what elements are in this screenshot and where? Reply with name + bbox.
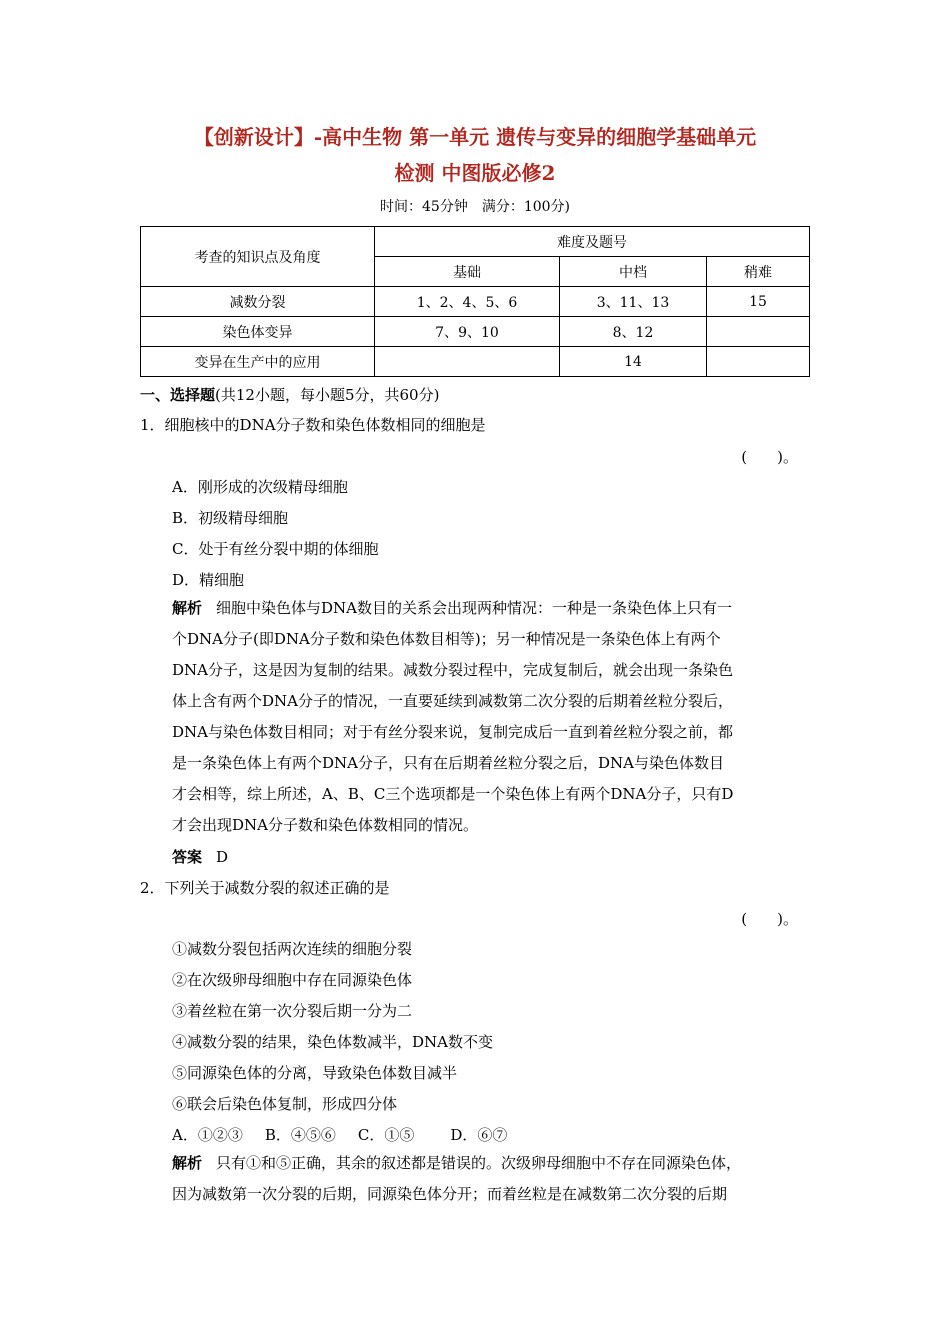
knowledge-table bbox=[140, 226, 810, 377]
analysis-line: 因为减数第一次分裂的后期，同源染色体分开；而着丝粒是在减数第二次分裂的后期 bbox=[172, 1185, 728, 1203]
analysis-line: 解析 只有①和⑤正确，其余的叙述都是错误的。次级卵母细胞中不存在同源染色体， bbox=[172, 1154, 742, 1172]
section-label: 一、选择题 bbox=[140, 386, 216, 404]
analysis-label: 解析 bbox=[172, 1154, 203, 1172]
q2-choices bbox=[172, 1124, 507, 1145]
analysis-line: 才会相等，综上所述，A、B、C三个选项都是一个染色体上有两个DNA分子，只有D bbox=[172, 785, 734, 803]
row-basic bbox=[375, 347, 560, 377]
q2-item-6: ⑥联会后染色体复制，形成四分体 bbox=[172, 1095, 398, 1113]
q2-choice-b: B．④⑤⑥ bbox=[264, 1126, 336, 1144]
q2-stem: 2．下列关于减数分裂的叙述正确的是 bbox=[140, 879, 390, 897]
row-hard: 15 bbox=[707, 287, 810, 317]
row-mid: 14 bbox=[560, 347, 707, 377]
answer-value: D bbox=[216, 848, 229, 866]
q2-item-5: ⑤同源染色体的分离，导致染色体数目减半 bbox=[172, 1064, 458, 1082]
analysis-label: 解析 bbox=[172, 599, 203, 617]
q1-stem: 1．细胞核中的DNA分子数和染色体数相同的细胞是 bbox=[140, 416, 486, 434]
q2-item-1: ①减数分裂包括两次连续的细胞分裂 bbox=[172, 940, 413, 958]
q1-option-d: D．精细胞 bbox=[172, 571, 245, 589]
analysis-line: DNA与染色体数目相同；对于有丝分裂来说，复制完成后一直到着丝粒分裂之前，都 bbox=[172, 723, 733, 741]
row-mid: 8、12 bbox=[560, 317, 707, 347]
answer-label: 答案 bbox=[172, 848, 203, 866]
q2-analysis bbox=[172, 1148, 812, 1210]
analysis-line: DNA分子，这是因为复制的结果。减数分裂过程中，完成复制后，就会出现一条染色 bbox=[172, 661, 733, 679]
row-topic: 减数分裂 bbox=[141, 287, 375, 317]
q1-answer-paren: ( )。 bbox=[741, 448, 798, 466]
col-hard: 稍难 bbox=[707, 257, 810, 287]
table-row bbox=[141, 317, 810, 347]
row-topic: 染色体变异 bbox=[141, 317, 375, 347]
table-row bbox=[141, 347, 810, 377]
analysis-line: 个DNA分子(即DNA分子数和染色体数目相等)；另一种情况是一条染色体上有两个 bbox=[172, 630, 721, 648]
q1-answer bbox=[172, 846, 228, 867]
row-mid: 3、11、13 bbox=[560, 287, 707, 317]
section-info: (共12小题，每小题5分，共60分) bbox=[215, 386, 440, 404]
doc-title-line1: 【创新设计】-高中生物 第一单元 遗传与变异的细胞学基础单元 bbox=[193, 125, 757, 149]
q2-answer-paren: ( )。 bbox=[741, 910, 798, 928]
analysis-line: 解析 细胞中染色体与DNA数目的关系会出现两种情况：一种是一条染色体上只有一 bbox=[172, 599, 733, 617]
header-topic: 考查的知识点及角度 bbox=[141, 227, 375, 287]
q1-option-b: B．初级精母细胞 bbox=[172, 509, 289, 527]
q2-item-4: ④减数分裂的结果，染色体数减半，DNA数不变 bbox=[172, 1033, 493, 1051]
q2-choice-a: A．①②③ bbox=[172, 1126, 243, 1144]
q2-item-3: ③着丝粒在第一次分裂后期一分为二 bbox=[172, 1002, 413, 1020]
analysis-line: 才会出现DNA分子数和染色体数相同的情况。 bbox=[172, 816, 478, 834]
col-basic: 基础 bbox=[375, 257, 560, 287]
row-hard bbox=[707, 347, 810, 377]
header-difficulty: 难度及题号 bbox=[375, 227, 810, 257]
row-basic: 7、9、10 bbox=[375, 317, 560, 347]
col-mid: 中档 bbox=[560, 257, 707, 287]
doc-title-line2: 检测 中图版必修2 bbox=[394, 161, 556, 185]
row-topic: 变异在生产中的应用 bbox=[141, 347, 375, 377]
q1-option-c: C．处于有丝分裂中期的体细胞 bbox=[172, 540, 379, 558]
q2-item-2: ②在次级卵母细胞中存在同源染色体 bbox=[172, 971, 413, 989]
q2-choice-c: C．①⑤ bbox=[357, 1126, 415, 1144]
table-row bbox=[141, 287, 810, 317]
time-score-line: 时间：45分钟 满分：100分) bbox=[380, 199, 570, 215]
analysis-line: 体上含有两个DNA分子的情况，一直要延续到减数第二次分裂的后期着丝粒分裂后， bbox=[172, 692, 733, 710]
section-heading bbox=[140, 384, 439, 405]
q2-choice-d: D．⑥⑦ bbox=[450, 1126, 508, 1144]
row-basic: 1、2、4、5、6 bbox=[375, 287, 560, 317]
q1-option-a: A．刚形成的次级精母细胞 bbox=[172, 478, 348, 496]
row-hard bbox=[707, 317, 810, 347]
analysis-line: 是一条染色体上有两个DNA分子，只有在后期着丝粒分裂之后，DNA与染色体数目 bbox=[172, 754, 724, 772]
q1-analysis bbox=[172, 593, 812, 841]
